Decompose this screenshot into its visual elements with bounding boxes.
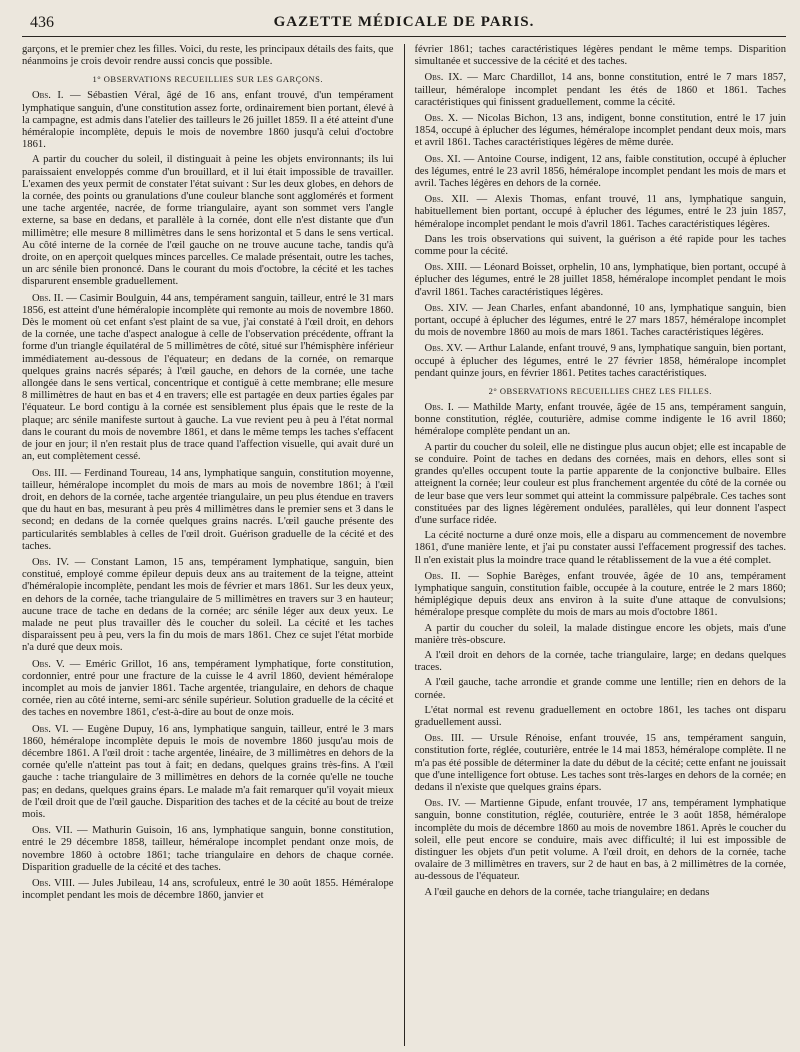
observation-text: Alexis Thomas, enfant trouvé, 11 ans, lymphatique sanguin, habituellement bien portant, occupé à éplucher des légumes, entré le 23 juin 1857, héméralope incomplet pendant le mois d'avril 1861. Taches caractéristiques légères. bbox=[414, 194, 786, 230]
observation-7-boys bbox=[22, 825, 394, 874]
observation-label: Obs. I. — bbox=[32, 90, 81, 102]
observation-6-boys bbox=[22, 724, 394, 822]
observation-3-boys bbox=[22, 468, 394, 553]
text-columns bbox=[22, 44, 786, 1046]
observation-label: Obs. VIII. — bbox=[32, 878, 89, 889]
observation-text: Jules Jubileau, 14 ans, scrofuleux, entré le 30 août 1855. Héméralope incomplet pendant les mois de décembre 1860, janvier et bbox=[22, 878, 394, 902]
observation-text: Casimir Boulguin, 44 ans, tempérament sanguin, tailleur, entré le 31 mars 1856, est atteint d'une héméralopie incomplète qui remonte au mois de novembre 1860. Dès le moment où cet enfant s'est plaint de sa vue, j'ai constaté à l'œil droit, en dehors de la cornée, une tache d'aspect analogue à celle de l'observation précédente, offrant la forme d'un triangle équilatéral de 5 millimètres de côté, situé sur l'hémisphère inférieur immédiatement au-dessous de l'équateur; en dedans de la cornée, on remarque quelques grains nacrés séparés; à l'œil gauche, en dehors de la cornée, une tache allongée dans le sens vertical, concentrique et contiguë à cette membrane; elle mesure 8 millimètres de haut en bas et 4 en travers; elle est partagée en deux parties égales par l'équateur. Le bord contigu à la cornée est sensiblement plus épais que le reste de la plaque; arc sénile manifeste surtout à gauche. La vue revient peu à peu à l'état normal dans le courant du mois de novembre 1861, et dans le même temps les taches s'effacent de jour en jour; il n'en restait plus de trace quand l'affection visuelle, qui avait duré un an, eut complètement cessé. bbox=[22, 292, 394, 463]
observation-text: Marc Chardillot, 14 ans, bonne constitution, entré le 7 mars 1857, tailleur, héméralope incomplet pendant les étés de 1860 et 1861. Taches caractéristiques qui finissent graduellement, comme la cécité. bbox=[414, 72, 786, 108]
observation-text: Eugène Dupuy, 16 ans, lymphatique sanguin, tailleur, entré le 3 mars 1860, héméralope incomplète depuis le mois de novembre 1860 jusqu'au mois de décembre 1861. A l'œil droit : tache argentée, linéaire, de 3 millimètres en dehors de la cornée qu'elle n'atteint pas tout à fait; en dedans, quelques grains très-fins. A l'œil gauche : tache triangulaire de 3 millimètres en dehors de la cornée qu'elle ne touche pas; en dedans, quelques grains épars. Le malade m'a fait remarquer qu'il voyait mieux de l'œil droit que de l'œil gauche. Disparition des taches et de la cécité au bout de treize mois. bbox=[22, 723, 394, 820]
observation-12-boys bbox=[415, 194, 787, 231]
observation-text: Eméric Grillot, 16 ans, tempérament lymphatique, forte constitution, cordonnier, entré pour une fracture de la cuisse le 4 avril 1860, devient héméralope incomplet au mois de janvier 1861. Tache argentée, triangulaire, en dehors de chaque cornée, rien au côté interne, semi-arc sénile supérieur. Solution graduelle de la cécité et des taches en novembre 1861, c'est-à-dire au bout de onze mois. bbox=[22, 658, 394, 719]
observation-label: Obs. XIV. — bbox=[424, 302, 483, 314]
page-number: 436 bbox=[30, 14, 54, 31]
journal-title: GAZETTE MÉDICALE DE PARIS. bbox=[273, 14, 535, 30]
observation-label: Obs. XIII. — bbox=[424, 262, 481, 274]
observation-8-boys bbox=[22, 878, 394, 902]
intro-paragraph: garçons, et le premier chez les filles. Voici, du reste, les principaux détails des faits, que néanmoins je crois devoir rendre aussi concis que possible. bbox=[22, 44, 394, 68]
observation-text: Martienne Gipude, enfant trouvée, 17 ans, tempérament lymphatique sanguin, bonne constitution, réglée, couturière, entrée le 3 août 1858, héméralope incomplète du mois de décembre 1860 au mois de novembre 1861. Après le coucher du soleil, elle peut encore se conduire, mais avec difficulté; il lui est impossible de distinguer les objets d'un petit volume. A l'œil droit, en dehors de la cornée, tache ovalaire de 3 millimètres en travers, sur 2 de haut en bas, à 2 millimètres de la cornée, au-dessous de l'équateur. bbox=[414, 798, 786, 883]
observation-2-boys bbox=[22, 293, 394, 464]
observation-9-boys bbox=[415, 72, 787, 109]
observation-15-boys bbox=[415, 343, 787, 380]
observation-text: Arthur Lalande, enfant trouvé, 9 ans, lymphatique sanguin, bien portant, occupé à éplucher des légumes, entré le 27 février 1858, héméralope incomplet pendant quinze jours, en février 1861. Petites taches caractéristiques. bbox=[414, 343, 786, 379]
observation-label: Obs. V. — bbox=[32, 658, 81, 670]
paragraph: Dans les trois observations qui suivent, la guérison a été rapide pour les taches comme pour la cécité. bbox=[414, 233, 786, 258]
observation-label: Obs. II. — bbox=[424, 570, 479, 582]
observation-text: Antoine Course, indigent, 12 ans, faible constitution, occupé à éplucher des légumes, entré le 23 avril 1856, héméralope incomplet pendant les mois de mars et avril. Taches légères en dehors de la cornée. bbox=[414, 153, 786, 190]
observation-text: Jean Charles, enfant abandonné, 10 ans, lymphatique sanguin, bien portant, occupé à éplucher des légumes, entré le 27 mars 1857, héméralope incomplet du mois de novembre 1860 au mois de mars 1861. Taches caractéristiques légères. bbox=[414, 302, 786, 339]
section-title-girls: 2° OBSERVATIONS RECUEILLIES CHEZ LES FILLES. bbox=[488, 386, 712, 397]
observation-13-boys bbox=[415, 262, 787, 299]
observation-text: Nicolas Bichon, 13 ans, indigent, bonne constitution, entré le 17 juin 1854, occupé à éplucher des légumes, héméralope incomplet pendant deux mois, mars et avril 1861. Taches caractéristiques légères de même durée. bbox=[414, 113, 786, 149]
observation-text: Ursule Rénoise, enfant trouvée, 15 ans, tempérament sanguin, constitution forte, réglée, couturière, entrée le 14 mai 1853, héméralope complète. Il ne m'a pas été possible de déterminer la date du début de la cécité; cette enfant ne jouissait que d'une intelligence fort obtuse. Les taches sont très-larges en dehors de la cornée; en dedans il n'existe que quelques grains épars. bbox=[414, 733, 786, 793]
observation-label: Obs. VII. — bbox=[32, 825, 88, 837]
observation-text: Sébastien Véral, âgé de 16 ans, enfant trouvé, d'un tempérament lymphatique sanguin, d'une constitution assez forte, ordinairement bien portant, élevé à la campagne, est admis dans l'atelier des tailleurs le 26 juillet 1859. Il a été atteint d'une héméralopie incomplète, depuis le mois de novembre 1860 jusqu'à celui d'octobre 1861. bbox=[22, 90, 394, 151]
observation-label: Obs. III. — bbox=[32, 467, 81, 479]
observation-10-boys bbox=[415, 113, 787, 150]
observation-4-girls bbox=[415, 798, 787, 883]
observation-1-boys bbox=[22, 90, 394, 151]
observation-3-girls bbox=[415, 733, 787, 794]
observation-2-girls bbox=[415, 571, 787, 620]
paragraph: La cécité nocturne a duré onze mois, elle a disparu au commencement de novembre 1861, d'une manière lente, et j'ai pu constater aussi l'effacement progressif des taches. Il n'en existait plus la moindre trace quand le rétablissement de la vue a été complet. bbox=[414, 530, 786, 566]
observation-label: Obs. I. — bbox=[424, 402, 469, 414]
observation-label: Obs. IX. — bbox=[424, 72, 478, 84]
observation-label: Obs. VI. — bbox=[32, 723, 84, 735]
left-column bbox=[22, 44, 394, 1046]
column-divider bbox=[404, 44, 405, 1046]
right-column bbox=[415, 44, 787, 1046]
paragraph: A l'œil droit en dehors de la cornée, tache triangulaire, large; en dedans quelques traces. bbox=[414, 649, 786, 674]
section-title-boys: 1° OBSERVATIONS RECUEILLIES SUR LES GARÇONS. bbox=[92, 74, 323, 85]
observation-label: Obs. XV. — bbox=[424, 343, 477, 355]
observation-text: Ferdinand Toureau, 14 ans, lymphatique sanguin, constitution moyenne, tailleur, héméralope incomplet du mois de mars au mois de novembre 1861; à l'œil droit, en dehors de la cornée, tache argentée triangulaire, un peu plus étendue en travers que du haut en bas, mesurant à peu près 4 millimètres dans le premier sens et 3 dans le second; en dedans de la cornée quelques grains nacrés. L'œil gauche présente des particularités semblables à celles de l'œil droit. Guérison graduelle de la cécité et des taches. bbox=[22, 467, 394, 552]
observation-text: Sophie Barèges, enfant trouvée, âgée de 10 ans, tempérament lymphatique sanguin, constitution faible, occupée à la couture, entrée le 2 mars 1860; hémiplégique depuis deux ans environ à la suite d'une attaque de convulsions; héméralope presque complète du mois de mars au mois d'octobre 1861. bbox=[414, 570, 786, 619]
observation-11-boys bbox=[415, 154, 787, 191]
observation-4-boys bbox=[22, 557, 394, 655]
paragraph: A partir du coucher du soleil, il distinguait à peine les objets environnants; ils lui paraissaient enveloppés comme d'un brouillard, et il lui était impossible de travailler. L'examen des yeux permit de constater l'état suivant : Sur les deux globes, en dehors de la cornée, des points ou granulations d'une couleur blanche sont agglomérés et forment une tache argentée, nacrée, de forme triangulaire, ayant son sommet vers l'angle externe, sa base en dedans, et parallèle à la cornée, dont elle n'est distante que d'un millimètre; elle mesure 8 millimètres dans le sens horizontal et 5 dans le sens vertical. Au côté interne de la cornée de l'œil gauche on ne trouve aucune tache, tandis qu'à droite, on en aperçoit quelques minces parcelles. Ce malade présentait, outre les taches, un arc sénile bien prononcé. Dans le courant du mois d'octobre, la cécité et les taches disparurent ensemble graduellement. bbox=[22, 154, 394, 288]
continued-paragraph: février 1861; taches caractéristiques légères pendant le même temps. Disparition simultanée et successive de la cécité et des taches. bbox=[414, 44, 786, 68]
observation-label: Obs. XII. — bbox=[424, 194, 488, 206]
paragraph: L'état normal est revenu graduellement en octobre 1861, les taches ont disparu graduellement aussi. bbox=[414, 704, 786, 728]
observation-label: Obs. IV. — bbox=[424, 798, 476, 810]
observation-1-girls bbox=[415, 402, 787, 439]
observation-label: Obs. X. — bbox=[424, 113, 474, 125]
paragraph: A partir du coucher du soleil, elle ne distingue plus aucun objet; elle est incapable de se conduire. Point de taches en dedans des cornées, mais en dehors, elles sont si grandes qu'elles occupent toute la partie apparente de la conjonctive bulbaire. Elles atteignent la cornée; leur couleur est plus franchement argentée du côté de la cornée ou de leur base que vers leur sommet qui atteint la commissure palpébrale. Ces taches sont constituées par des lignes légèrement ondulées, parallèles, qui leur donnent l'aspect d'une surface ridée. bbox=[414, 441, 786, 526]
observation-label: Obs. IV. — bbox=[32, 556, 86, 568]
observation-text: Mathurin Guisoin, 16 ans, lymphatique sanguin, bonne constitution, entré le 29 décembre 1858, tailleur, héméralope incomplet pendant onze mois, de novembre 1860 à octobre 1861; tache triangulaire en dehors de chaque cornée. Disparition graduelle de la cécité et des taches. bbox=[22, 825, 394, 873]
paragraph: A l'œil gauche en dehors de la cornée, tache triangulaire; en dedans bbox=[424, 886, 710, 898]
observation-text: Léonard Boisset, orphelin, 10 ans, lymphatique, bien portant, occupé à éplucher des légumes, entré le 28 juillet 1858, héméralope incomplet pendant le mois d'avril 1861. Taches caractéristiques légères. bbox=[414, 262, 786, 298]
observation-text: Mathilde Marty, enfant trouvée, âgée de 15 ans, tempérament sanguin, bonne constitution, réglée, couturière, admise comme indigente le 16 avril 1860; héméralope complète pendant un an. bbox=[414, 402, 786, 438]
observation-text: Constant Lamon, 15 ans, tempérament lymphatique, sanguin, bien constitué, employé comme épileur depuis deux ans au traitement de la teigne, atteint d'héméralopie incomplète, pendant les mois de février et mars 1861. Sur les deux yeux, en dehors de la cornée, tache triangulaire de 5 millimètres en travers sur 3 en hauteur; aucune trace de tache en dedans de la cornée; arc sénile léger aux deux yeux. Le malade ne peut plus travailler dès le coucher du soleil. La cécité et les taches disparaissent peu à peu, vers la fin du mois de mars 1861. Chez ce sujet l'état morbide n'a duré que deux mois. bbox=[22, 556, 394, 654]
paragraph: A partir du coucher du soleil, la malade distingue encore les objets, mais d'une manière très-obscure. bbox=[414, 622, 786, 646]
observation-label: Obs. XI. — bbox=[424, 153, 475, 165]
page-header bbox=[22, 8, 786, 37]
paragraph: A l'œil gauche, tache arrondie et grande comme une lentille; rien en dehors de la cornée. bbox=[414, 677, 786, 701]
observation-label: Obs. II. — bbox=[32, 292, 77, 304]
observation-label: Obs. III. — bbox=[424, 733, 483, 745]
observation-14-boys bbox=[415, 303, 787, 340]
observation-5-boys bbox=[22, 659, 394, 720]
